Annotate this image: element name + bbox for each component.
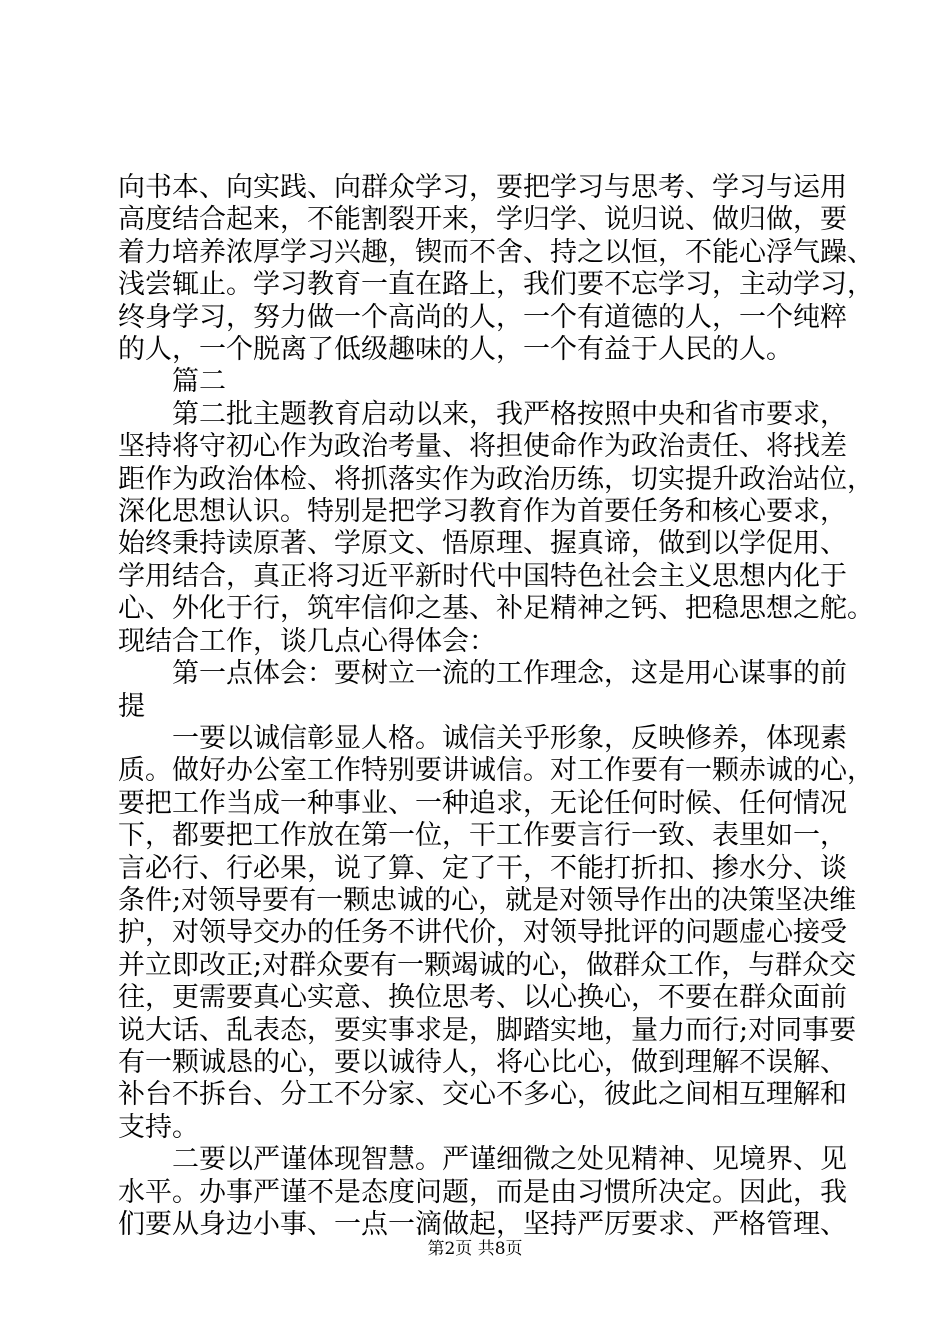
text-line: 的人，一个脱离了低级趣味的人，一个有益于人民的人。 (118, 334, 793, 366)
text-line: 一要以诚信彰显人格。诚信关乎形象，反映修养，体现素 (118, 722, 847, 754)
text-line: 条件;对领导要有一颗忠诚的心，就是对领导作出的决策坚决维 (118, 884, 857, 916)
text-line: 往，更需要真心实意、换位思考、以心换心，不要在群众面前 (118, 982, 847, 1014)
text-line: 篇二 (118, 366, 226, 398)
text-line: 坚持将守初心作为政治考量、将担使命作为政治责任、将找差 (118, 431, 847, 463)
text-line: 质。做好办公室工作特别要讲诚信。对工作要有一颗赤诚的心， (118, 755, 874, 787)
text-line: 学用结合，真正将习近平新时代中国特色社会主义思想内化于 (118, 560, 847, 592)
text-line: 始终秉持读原著、学原文、悟原理、握真谛，做到以学促用、 (118, 528, 847, 560)
text-line: 着力培养浓厚学习兴趣，锲而不舍、持之以恒，不能心浮气躁、 (118, 236, 874, 268)
text-line: 深化思想认识。特别是把学习教育作为首要任务和核心要求， (118, 496, 847, 528)
text-line: 第二批主题教育启动以来，我严格按照中央和省市要求， (118, 398, 847, 430)
page-footer: 第2页 共8页 (427, 1239, 523, 1259)
text-line: 补台不拆台、分工不分家、交心不多心，彼此之间相互理解和 (118, 1079, 847, 1111)
text-line: 下，都要把工作放在第一位，干工作要言行一致、表里如一， (118, 820, 847, 852)
text-line: 说大话、乱表态，要实事求是，脚踏实地，量力而行;对同事要 (118, 1014, 857, 1046)
text-line: 护，对领导交办的任务不讲代价，对领导批评的问题虚心接受 (118, 917, 847, 949)
text-line: 现结合工作，谈几点心得体会： (118, 625, 496, 657)
text-line: 有一颗诚恳的心，要以诚待人，将心比心，做到理解不误解、 (118, 1046, 847, 1078)
document-body (118, 172, 874, 1241)
text-line: 提 (118, 690, 145, 722)
text-line: 终身学习，努力做一个高尚的人，一个有道德的人，一个纯粹 (118, 301, 847, 333)
text-line: 向书本、向实践、向群众学习，要把学习与思考、学习与运用 (118, 172, 847, 203)
text-line: 要把工作当成一种事业、一种追求，无论任何时候、任何情况 (118, 787, 847, 819)
text-line: 并立即改正;对群众要有一颗竭诚的心，做群众工作，与群众交 (118, 949, 857, 981)
text-line: 支持。 (118, 1111, 199, 1143)
text-line: 浅尝辄止。学习教育一直在路上，我们要不忘学习，主动学习， (118, 269, 874, 301)
text-line: 二要以严谨体现智慧。严谨细微之处见精神、见境界、见 (118, 1144, 847, 1176)
text-line: 水平。办事严谨不是态度问题，而是由习惯所决定。因此，我 (118, 1176, 847, 1208)
text-line: 高度结合起来，不能割裂开来，学归学、说归说、做归做，要 (118, 204, 847, 236)
text-line: 第一点体会：要树立一流的工作理念，这是用心谋事的前 (118, 658, 847, 690)
text-line: 距作为政治体检、将抓落实作为政治历练，切实提升政治站位， (118, 463, 874, 495)
text-line: 言必行、行必果，说了算、定了干，不能打折扣、掺水分、谈 (118, 852, 847, 884)
text-line: 们要从身边小事、一点一滴做起，坚持严厉要求、严格管理、 (118, 1209, 847, 1240)
text-line: 心、外化于行，筑牢信仰之基、补足精神之钙、把稳思想之舵。 (118, 593, 874, 625)
